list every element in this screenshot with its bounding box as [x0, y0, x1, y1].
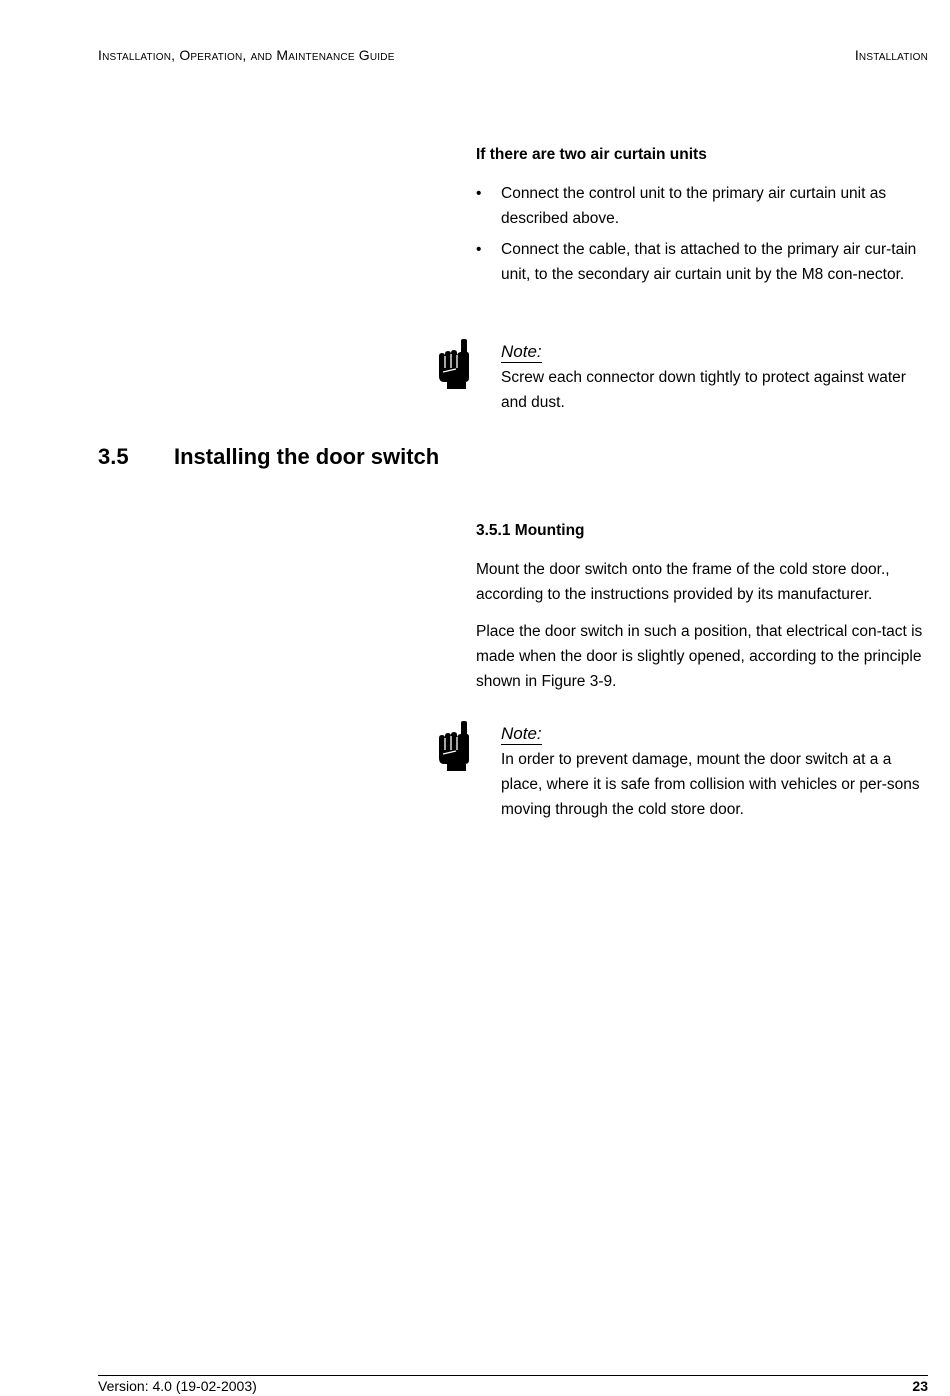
- mounting-paragraph-2: Place the door switch in such a position, that electrical con-tact is made when the door is slightly opened, according to the principle shown in Figure 3-9.: [476, 623, 923, 690]
- running-header-title: Installation, Operation, and Maintenance Guide: [98, 47, 395, 63]
- page-number: 23: [912, 1378, 928, 1394]
- note-title: Note:: [501, 342, 542, 361]
- note-connectors: [501, 340, 928, 415]
- mounting-paragraph-1: Mount the door switch onto the frame of the cold store door., according to the instructions provided by its manufacturer.: [476, 561, 890, 603]
- pointing-hand-icon: [436, 338, 472, 390]
- two-units-steps: [476, 181, 928, 293]
- section-heading: [98, 444, 439, 470]
- list-item: [476, 181, 928, 231]
- note-door-switch: [501, 722, 928, 822]
- section-title: Installing the door switch: [174, 444, 440, 469]
- bullet-glyph: •: [476, 185, 482, 202]
- footer-divider: [98, 1375, 928, 1376]
- running-header-chapter: Installation: [854, 47, 928, 63]
- pointing-hand-icon: [436, 720, 472, 772]
- note-title: Note:: [501, 724, 542, 743]
- list-item-text: Connect the cable, that is attached to the primary air cur-tain unit, to the secondary air curtain unit by the M8 con-nector.: [501, 241, 917, 283]
- two-units-heading: If there are two air curtain units: [476, 146, 707, 163]
- note-text: Screw each connector down tightly to protect against water and dust.: [501, 369, 906, 411]
- bullet-glyph: •: [476, 241, 482, 258]
- version-label: Version: 4.0 (19-02-2003): [98, 1378, 257, 1394]
- note-text: In order to prevent damage, mount the door switch at a a place, where it is safe from collision with vehicles or per-sons moving through the cold store door.: [501, 751, 920, 818]
- list-item: [476, 237, 928, 287]
- section-number: 3.5: [98, 444, 129, 469]
- list-item-text: Connect the control unit to the primary air curtain unit as described above.: [501, 185, 887, 227]
- subsection-heading: 3.5.1 Mounting: [476, 522, 585, 539]
